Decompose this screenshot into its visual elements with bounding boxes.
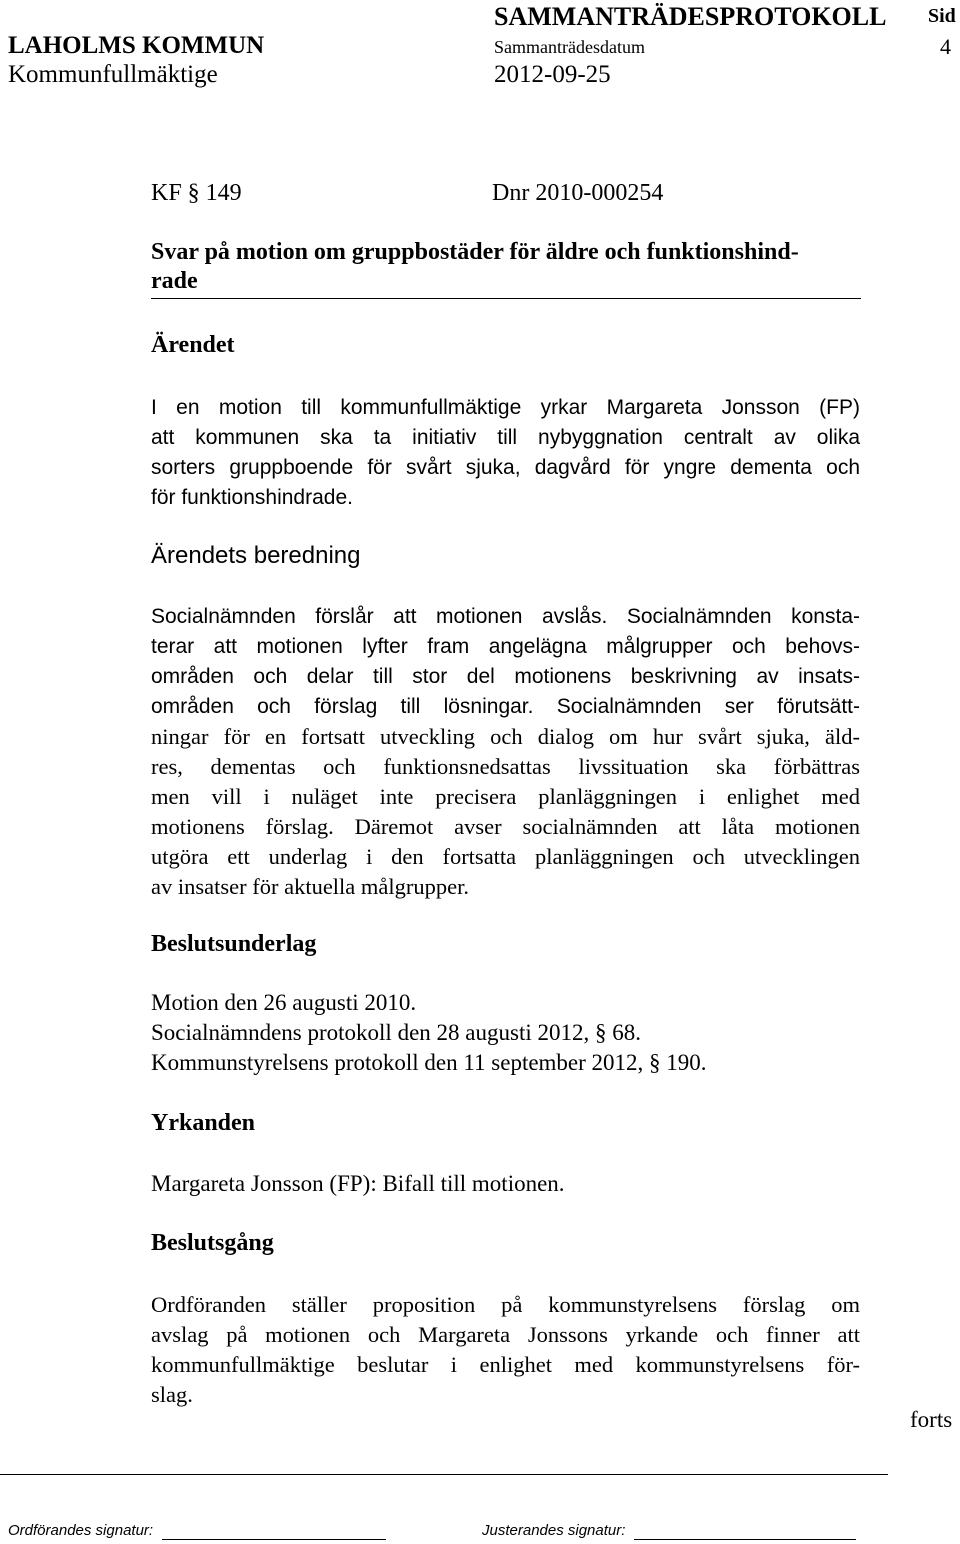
motion-statement: Margareta Jonsson (FP): Bifall till motionen. (151, 1171, 565, 1196)
beredning-paragraph (151, 602, 860, 722)
paragraph-line: för funktionshindrade. (151, 486, 353, 509)
paragraph-line: kommunfullmäktige beslutar i enlighet med kommunstyrelsens för- (151, 1352, 860, 1377)
meeting-date: 2012-09-25 (494, 61, 611, 88)
basis-document-item: Socialnämndens protokoll den 28 augusti 2012, § 68. (151, 1020, 641, 1045)
paragraph-line: Socialnämnden förslår att motionen avslås. Socialnämnden konsta- (151, 605, 860, 628)
document-type-title: SAMMANTRÄDESPROTOKOLL (494, 2, 887, 31)
page-number: 4 (940, 34, 951, 59)
beslutsgang-paragraph (151, 1290, 860, 1410)
continued-marker: forts (910, 1407, 953, 1432)
paragraph-line: sorters gruppboende för svårt sjuka, dagvård för yngre dementa och (151, 456, 860, 479)
paragraph-line: avslag på motionen och Margareta Jonssons yrkande och finner att (151, 1322, 860, 1347)
paragraph-line: av insatser för aktuella målgrupper. (151, 874, 470, 899)
registration-number: Dnr 2010-000254 (492, 180, 664, 206)
section-heading-beredning: Ärendets beredning (151, 542, 361, 569)
governing-body: Kommunfullmäktige (8, 61, 218, 88)
title-underline (151, 298, 861, 299)
paragraph-line: ningar för en fortsatt utveckling och dialog om hur svårt sjuka, äld- (151, 724, 860, 749)
page-label: Sid (928, 5, 956, 27)
beredning-paragraph-continued (151, 722, 860, 902)
meeting-date-label: Sammanträdesdatum (494, 37, 645, 57)
adjuster-signature-line (634, 1539, 856, 1540)
basis-document-item: Kommunstyrelsens protokoll den 11 september 2012, § 190. (151, 1050, 707, 1075)
case-title-line: rade (151, 268, 198, 294)
case-title-line: Svar på motion om gruppbostäder för äldre och funktionshind- (151, 239, 799, 265)
paragraph-line: res, dementas och funktionsnedsattas livssituation ska förbättras (151, 754, 860, 779)
section-heading-beslutsunderlag: Beslutsunderlag (151, 931, 317, 957)
paragraph-line: I en motion till kommunfullmäktige yrkar Margareta Jonsson (FP) (151, 396, 860, 419)
paragraph-line: områden och delar till stor del motionens beskrivning av insats- (151, 665, 860, 688)
footer-divider (0, 1474, 888, 1475)
basis-document-item: Motion den 26 augusti 2010. (151, 990, 417, 1015)
chair-signature-label: Ordförandes signatur: (8, 1522, 154, 1539)
paragraph-line: utgöra ett underlag i den fortsatta planläggningen och utvecklingen (151, 844, 860, 869)
paragraph-line: terar att motionen lyfter fram angelägna målgrupper och behovs- (151, 635, 860, 658)
adjuster-signature-label: Justerandes signatur: (482, 1522, 626, 1539)
paragraph-line: slag. (151, 1382, 193, 1407)
paragraph-line: Ordföranden ställer proposition på kommunstyrelsens förslag om (151, 1292, 860, 1317)
chair-signature-line (162, 1539, 386, 1540)
arendet-paragraph (151, 393, 860, 513)
paragraph-line: motionens förslag. Däremot avser socialnämnden att låta motionen (151, 814, 860, 839)
section-heading-arendet: Ärendet (151, 332, 235, 358)
paragraph-line: områden och förslag till lösningar. Socialnämnden ser förutsätt- (151, 695, 860, 718)
case-number: KF § 149 (151, 180, 242, 206)
municipality-name: LAHOLMS KOMMUN (8, 32, 265, 59)
paragraph-line: att kommunen ska ta initiativ till nybyggnation centralt av olika (151, 426, 860, 449)
section-heading-yrkanden: Yrkanden (151, 1110, 256, 1136)
paragraph-line: men vill i nuläget inte precisera planläggningen i enlighet med (151, 784, 860, 809)
section-heading-beslutsgang: Beslutsgång (151, 1230, 274, 1256)
